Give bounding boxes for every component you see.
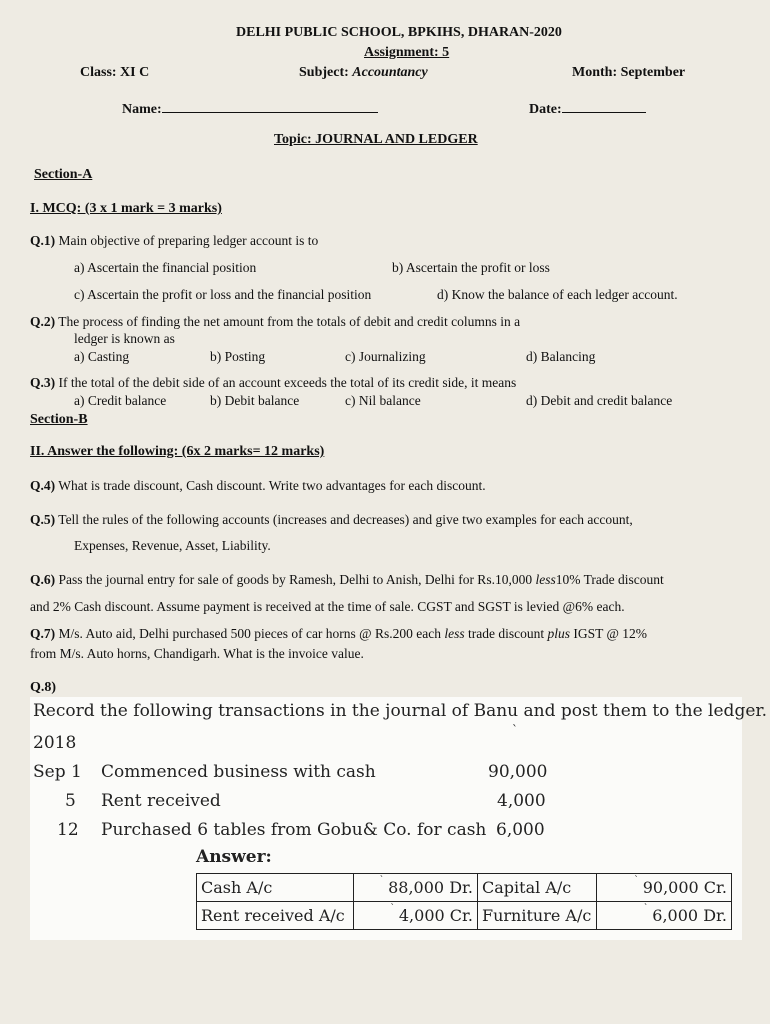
q7-text-line2: from M/s. Auto horns, Chandigarh. What is the invoice value. — [30, 646, 364, 661]
answer-amount-value: 90,000 — [642, 878, 699, 897]
q8-row-3-date: 12 — [57, 820, 79, 840]
q6-text-line2: and 2% Cash discount. Assume payment is received at the time of sale. CGST and SGST is levied @6% each. — [30, 599, 625, 614]
q8-row-1-amount: 90,000 — [488, 762, 548, 782]
q8-row-2-desc: Rent received — [101, 791, 221, 811]
q2-text-line1: The process of finding the net amount from the totals of debit and credit columns in a — [58, 314, 521, 329]
q4-number: Q.4) — [30, 478, 56, 493]
section-a-title: Section-A — [34, 167, 93, 182]
q8-row-3-desc: Purchased 6 tables from Gobu& Co. for cash — [101, 820, 487, 840]
q7-text-less: less — [444, 626, 465, 641]
q2-option-d: d) Balancing — [526, 349, 596, 364]
answer-side: Cr. — [703, 878, 727, 897]
q1-text: Main objective of preparing ledger account is to — [58, 233, 319, 248]
answer-side: Cr. — [449, 906, 473, 925]
q3-number: Q.3) — [30, 375, 56, 390]
q8-row-1-date: Sep 1 — [33, 762, 82, 782]
section-b-title: Section-B — [30, 412, 88, 427]
name-blank-line — [162, 99, 378, 113]
mcq-heading: I. MCQ: (3 x 1 mark = 3 marks) — [30, 201, 222, 216]
answer-account-cell: Furniture A/c — [478, 902, 597, 930]
answer-amount-cell — [354, 902, 478, 930]
q8-row-2-date: 5 — [65, 791, 76, 811]
answer-amount-value: 4,000 — [398, 906, 445, 925]
q2-text-line2: ledger is known as — [74, 331, 175, 346]
q2-number: Q.2) — [30, 314, 56, 329]
q2-option-a: a) Casting — [74, 349, 130, 364]
answer-amount-cell — [597, 902, 732, 930]
q3-option-d: d) Debit and credit balance — [526, 393, 673, 408]
table-row — [197, 902, 732, 930]
q6-text-c: 10% Trade discount — [555, 572, 664, 587]
rupee-tick-mark: ` — [379, 876, 385, 886]
date-label: Date: — [529, 102, 562, 117]
q3-question — [30, 375, 516, 391]
date-blank-line — [562, 99, 646, 113]
q1-option-a: a) Ascertain the financial position — [74, 260, 257, 275]
answer-side: Dr. — [449, 878, 473, 897]
q8-stray-mark: ` — [512, 723, 518, 737]
q8-instruction: Record the following transactions in the journal of Banu and post them to the ledger. — [33, 701, 768, 721]
q8-year: 2018 — [33, 733, 77, 753]
q6-text-less: less — [535, 572, 556, 587]
q7-number: Q.7) — [30, 626, 56, 641]
answer-amount-value: 88,000 — [388, 878, 445, 897]
table-row — [197, 874, 732, 902]
q3-option-a: a) Credit balance — [74, 393, 167, 408]
answer-account-cell: Rent received A/c — [197, 902, 354, 930]
q8-number: Q.8) — [30, 680, 57, 695]
q7-text-e: IGST @ 12% — [573, 626, 648, 641]
q1-option-c: c) Ascertain the profit or loss and the financial position — [74, 287, 372, 302]
school-title: DELHI PUBLIC SCHOOL, BPKIHS, DHARAN-2020 — [236, 25, 562, 40]
q7-question — [30, 626, 647, 642]
q7-text-plus: plus — [547, 626, 570, 641]
q5-number: Q.5) — [30, 512, 56, 527]
class-label: Class: XI C — [80, 65, 150, 80]
q2-option-c: c) Journalizing — [345, 349, 426, 364]
answer-amount-value: 6,000 — [652, 906, 699, 925]
q6-text-a: Pass the journal entry for sale of goods by Ramesh, Delhi to Anish, Delhi for Rs.10,000 — [58, 572, 533, 587]
rupee-tick-mark: ` — [643, 904, 649, 914]
q4-question — [30, 478, 486, 494]
q2-question — [30, 314, 520, 330]
q2-option-b: b) Posting — [210, 349, 266, 364]
answer-account-cell: Capital A/c — [478, 874, 597, 902]
q1-number: Q.1) — [30, 233, 56, 248]
q5-text-line2: Expenses, Revenue, Asset, Liability. — [74, 538, 271, 553]
q8-transactions-panel — [30, 697, 768, 940]
q6-number: Q.6) — [30, 572, 56, 587]
date-field[interactable] — [529, 99, 646, 118]
q1-option-d: d) Know the balance of each ledger account. — [437, 287, 678, 302]
q3-option-b: b) Debit balance — [210, 393, 300, 408]
q1-option-b: b) Ascertain the profit or loss — [392, 260, 550, 275]
answer-account-cell: Cash A/c — [197, 874, 354, 902]
month-label: Month: September — [572, 65, 686, 80]
q4-text: What is trade discount, Cash discount. Write two advantages for each discount. — [58, 478, 486, 493]
subject-key: Subject: — [299, 65, 349, 80]
q7-text-c: trade discount — [467, 626, 545, 641]
assignment-number: Assignment: 5 — [364, 45, 450, 60]
q1-question — [30, 233, 318, 249]
q3-option-c: c) Nil balance — [345, 393, 421, 408]
answer-amount-cell — [354, 874, 478, 902]
subject-label — [299, 65, 428, 81]
q5-question — [30, 512, 633, 528]
answer-side: Dr. — [703, 906, 727, 925]
topic-heading: Topic: JOURNAL AND LEDGER — [274, 132, 478, 147]
answer-heading: II. Answer the following: (6x 2 marks= 12 marks) — [30, 444, 325, 459]
q5-text-line1: Tell the rules of the following accounts (increases and decreases) and give two examples for each account, — [58, 512, 633, 527]
q8-answer-label: Answer: — [196, 847, 272, 867]
q8-answer-table — [196, 873, 732, 930]
q8-row-3-amount: 6,000 — [496, 820, 545, 840]
name-label: Name: — [122, 102, 162, 117]
answer-amount-cell — [597, 874, 732, 902]
q8-row-1-desc: Commenced business with cash — [101, 762, 376, 782]
name-field[interactable] — [122, 99, 378, 118]
q3-text: If the total of the debit side of an account exceeds the total of its credit side, it means — [58, 375, 517, 390]
subject-value: Accountancy — [352, 65, 428, 80]
q8-row-2-amount: 4,000 — [497, 791, 546, 811]
rupee-tick-mark: ` — [390, 904, 395, 914]
q7-text-a: M/s. Auto aid, Delhi purchased 500 pieces of car horns @ Rs.200 each — [58, 626, 441, 641]
rupee-tick-mark: ` — [634, 876, 639, 886]
q6-question — [30, 572, 664, 588]
